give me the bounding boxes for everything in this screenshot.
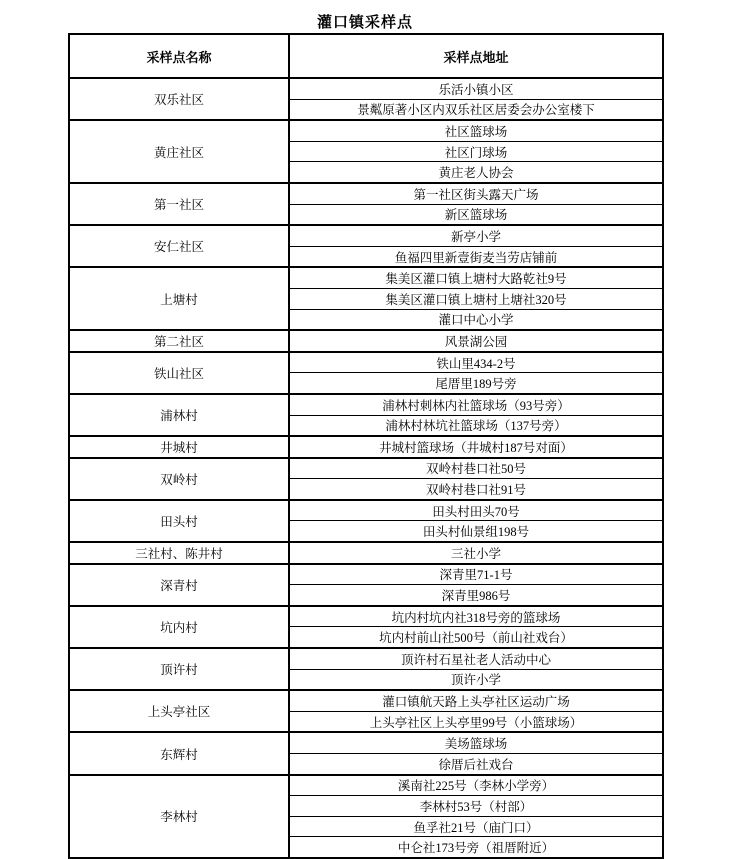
site-address-cell: 社区门球场 bbox=[289, 141, 663, 162]
column-header-site-address: 采样点地址 bbox=[289, 34, 663, 78]
sampling-points-table bbox=[68, 33, 664, 859]
site-address-cell: 美场篮球场 bbox=[289, 732, 663, 753]
site-name-cell: 深青村 bbox=[69, 564, 289, 606]
site-address-cell: 乐活小镇小区 bbox=[289, 78, 663, 99]
site-name-cell: 井城村 bbox=[69, 436, 289, 458]
table-row bbox=[69, 183, 663, 204]
table-row bbox=[69, 458, 663, 479]
site-name-cell: 双乐社区 bbox=[69, 78, 289, 120]
site-address-cell: 鱼孚社21号（庙门口） bbox=[289, 816, 663, 837]
site-name-cell: 上头亭社区 bbox=[69, 690, 289, 732]
site-name-cell: 第一社区 bbox=[69, 183, 289, 225]
site-address-cell: 中仑社173号旁（祖厝附近） bbox=[289, 837, 663, 858]
site-address-cell: 顶许村石星社老人活动中心 bbox=[289, 648, 663, 669]
table-row bbox=[69, 500, 663, 521]
site-address-cell: 新区篮球场 bbox=[289, 204, 663, 225]
site-address-cell: 溪南社225号（李林小学旁） bbox=[289, 775, 663, 796]
table-row bbox=[69, 648, 663, 669]
site-address-cell: 顶许小学 bbox=[289, 669, 663, 690]
site-address-cell: 浦林村林坑社篮球场（137号旁） bbox=[289, 415, 663, 436]
site-address-cell: 新亭小学 bbox=[289, 225, 663, 246]
site-address-cell: 井城村篮球场（井城村187号对面） bbox=[289, 436, 663, 458]
table-row bbox=[69, 732, 663, 753]
site-address-cell: 社区篮球场 bbox=[289, 120, 663, 141]
site-address-cell: 三社小学 bbox=[289, 542, 663, 564]
site-name-cell: 双岭村 bbox=[69, 458, 289, 500]
header-row bbox=[69, 34, 663, 78]
site-address-cell: 田头村仙景组198号 bbox=[289, 521, 663, 542]
table-row bbox=[69, 394, 663, 415]
site-name-cell: 东辉村 bbox=[69, 732, 289, 774]
site-address-cell: 双岭村巷口社91号 bbox=[289, 479, 663, 500]
site-name-cell: 铁山社区 bbox=[69, 352, 289, 394]
table-row bbox=[69, 330, 663, 352]
site-name-cell: 李林村 bbox=[69, 775, 289, 858]
table-row bbox=[69, 352, 663, 373]
site-address-cell: 深青里986号 bbox=[289, 585, 663, 606]
site-address-cell: 黄庄老人协会 bbox=[289, 162, 663, 183]
table-row bbox=[69, 606, 663, 627]
site-address-cell: 坑内村前山社500号（前山社戏台） bbox=[289, 627, 663, 648]
site-name-cell: 田头村 bbox=[69, 500, 289, 542]
site-address-cell: 铁山里434-2号 bbox=[289, 352, 663, 373]
site-address-cell: 浦林村刺林内社篮球场（93号旁） bbox=[289, 394, 663, 415]
site-address-cell: 徐厝后社戏台 bbox=[289, 754, 663, 775]
table-row bbox=[69, 120, 663, 141]
sampling-table-body bbox=[69, 78, 663, 858]
table-row bbox=[69, 775, 663, 796]
site-address-cell: 集美区灌口镇上塘村上塘社320号 bbox=[289, 288, 663, 309]
site-name-cell: 坑内村 bbox=[69, 606, 289, 648]
site-address-cell: 灌口镇航天路上头亭社区运动广场 bbox=[289, 690, 663, 711]
table-row bbox=[69, 78, 663, 99]
site-name-cell: 顶许村 bbox=[69, 648, 289, 690]
table-row bbox=[69, 267, 663, 288]
site-name-cell: 三社村、陈井村 bbox=[69, 542, 289, 564]
table-row bbox=[69, 542, 663, 564]
site-name-cell: 浦林村 bbox=[69, 394, 289, 436]
site-name-cell: 黄庄社区 bbox=[69, 120, 289, 183]
table-row bbox=[69, 225, 663, 246]
site-address-cell: 景粼原著小区内双乐社区居委会办公室楼下 bbox=[289, 99, 663, 120]
site-address-cell: 李林村53号（村部） bbox=[289, 796, 663, 817]
site-address-cell: 第一社区街头露天广场 bbox=[289, 183, 663, 204]
site-name-cell: 安仁社区 bbox=[69, 225, 289, 267]
table-header bbox=[69, 34, 663, 78]
site-address-cell: 上头亭社区上头亭里99号（小篮球场） bbox=[289, 711, 663, 732]
table-row bbox=[69, 436, 663, 458]
site-name-cell: 上塘村 bbox=[69, 267, 289, 330]
site-address-cell: 双岭村巷口社50号 bbox=[289, 458, 663, 479]
site-address-cell: 集美区灌口镇上塘村大路乾社9号 bbox=[289, 267, 663, 288]
table-row bbox=[69, 690, 663, 711]
table-row bbox=[69, 564, 663, 585]
site-name-cell: 第二社区 bbox=[69, 330, 289, 352]
column-header-site-name: 采样点名称 bbox=[69, 34, 289, 78]
site-address-cell: 尾厝里189号旁 bbox=[289, 373, 663, 394]
site-address-cell: 风景湖公园 bbox=[289, 330, 663, 352]
site-address-cell: 田头村田头70号 bbox=[289, 500, 663, 521]
site-address-cell: 坑内村坑内社318号旁的篮球场 bbox=[289, 606, 663, 627]
site-address-cell: 深青里71-1号 bbox=[289, 564, 663, 585]
page-title: 灌口镇采样点 bbox=[316, 15, 413, 31]
site-address-cell: 灌口中心小学 bbox=[289, 309, 663, 330]
site-address-cell: 鱼福四里新壹街麦当劳店铺前 bbox=[289, 246, 663, 267]
